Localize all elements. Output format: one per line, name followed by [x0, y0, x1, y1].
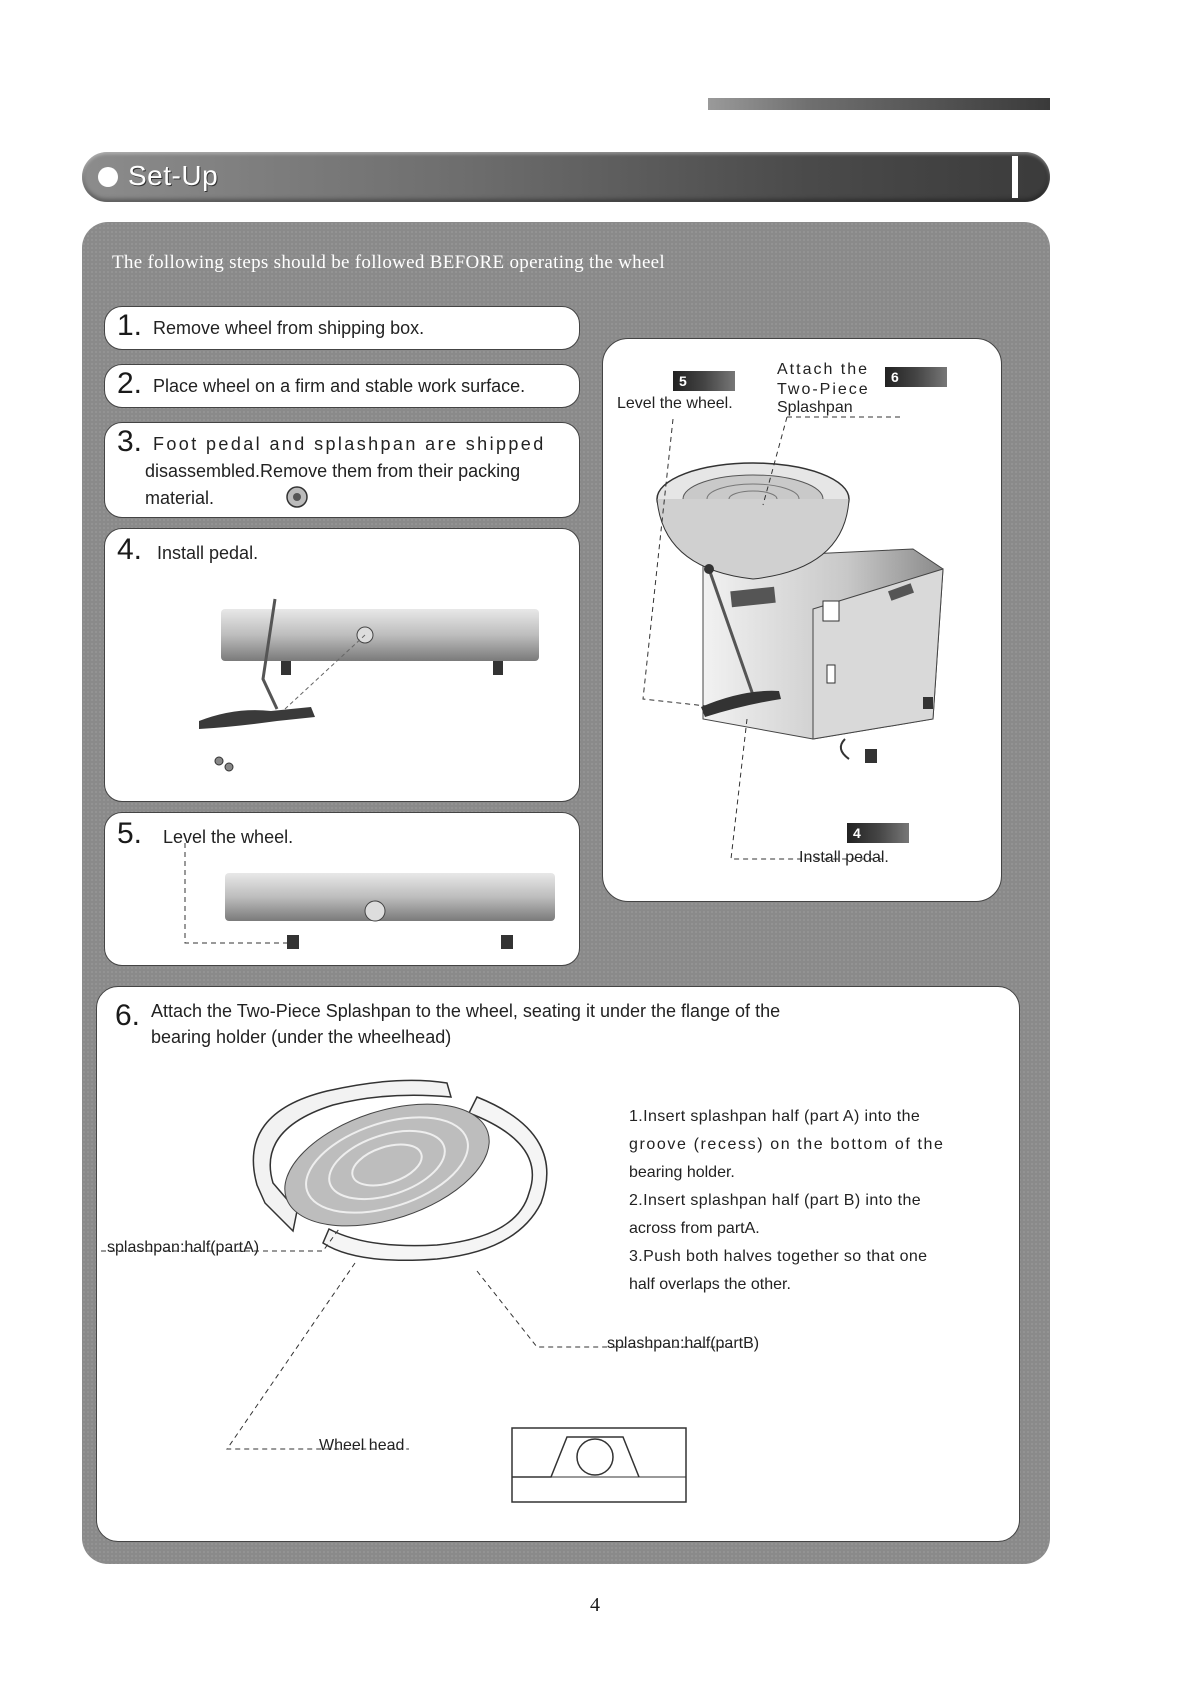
overview-box: [602, 338, 1002, 902]
step-text-line-3: material.: [145, 488, 215, 508]
instruction-line: 1.Insert splashpan half (part A) into the: [629, 1108, 921, 1125]
pedal-label: Install pedal.: [799, 849, 889, 866]
top-decor-bar: [708, 98, 1050, 110]
intro-text: The following steps should be followed BEFORE operating the wheel: [112, 252, 665, 273]
step-4-tag: 4: [847, 823, 909, 843]
pedal-install-illustration: [185, 599, 545, 799]
setup-panel: [82, 222, 1050, 1564]
step-5-box: [104, 812, 580, 966]
cross-section-diagram: [511, 1427, 687, 1505]
step-text: Remove wheel from shipping box.: [153, 318, 425, 338]
step-number: 4.: [117, 533, 143, 566]
step-1-box: [104, 306, 580, 350]
step-text-line-1: Attach the Two-Piece Splashpan to the wheel, seating it under the flange of the: [151, 1001, 781, 1021]
step-5-tag: 5: [673, 371, 735, 391]
instruction-line: across from partA.: [629, 1220, 760, 1237]
section-title: Set-Up: [128, 160, 219, 191]
instruction-line: groove (recess) on the bottom of the: [629, 1136, 945, 1153]
attach-label-2: Two-Piece: [777, 381, 870, 398]
step-4-box: [104, 528, 580, 802]
attach-label-1: Attach the: [777, 361, 870, 378]
step-text: Install pedal.: [157, 543, 259, 563]
bullet-icon: [98, 167, 118, 187]
level-label: Level the wheel.: [617, 395, 733, 412]
step-number: 6.: [115, 999, 141, 1032]
step-6-tag: 6: [885, 367, 947, 387]
step-number: 1.: [117, 309, 143, 342]
attach-label-3: Splashpan: [777, 399, 853, 416]
step-text-line-2: bearing holder (under the wheelhead): [151, 1027, 452, 1047]
step-2-box: [104, 364, 580, 408]
instruction-line: bearing holder.: [629, 1164, 735, 1181]
wheel-head-label: Wheel head: [319, 1437, 405, 1454]
instruction-line: 3.Push both halves together so that one: [629, 1248, 928, 1265]
part-b-label: splashpan:half(partB): [607, 1335, 760, 1352]
header-divider: [1012, 156, 1018, 198]
instruction-line: 2.Insert splashpan half (part B) into the: [629, 1192, 922, 1209]
part-a-label: splashpan:half(partA): [107, 1239, 260, 1256]
pottery-wheel-illustration: [613, 419, 993, 889]
step-6-box: [96, 986, 1020, 1542]
step-number: 2.: [117, 367, 143, 400]
step-3-box: [104, 422, 580, 518]
section-header: [82, 152, 1050, 202]
step-number: 3.: [117, 425, 143, 458]
step-text: Place wheel on a firm and stable work surface.: [153, 376, 526, 396]
step-text-line-1: Foot pedal and splashpan are shipped: [153, 434, 546, 454]
page-number: 4: [590, 1594, 600, 1616]
instruction-list: [629, 1103, 969, 1299]
step-text-line-2: disassembled.Remove them from their packing: [145, 461, 521, 481]
step-text: Level the wheel.: [163, 827, 294, 847]
screw-icon: [285, 485, 309, 509]
level-wheel-illustration: [185, 843, 555, 961]
step-number: 5.: [117, 817, 143, 850]
instruction-line: half overlaps the other.: [629, 1276, 791, 1293]
